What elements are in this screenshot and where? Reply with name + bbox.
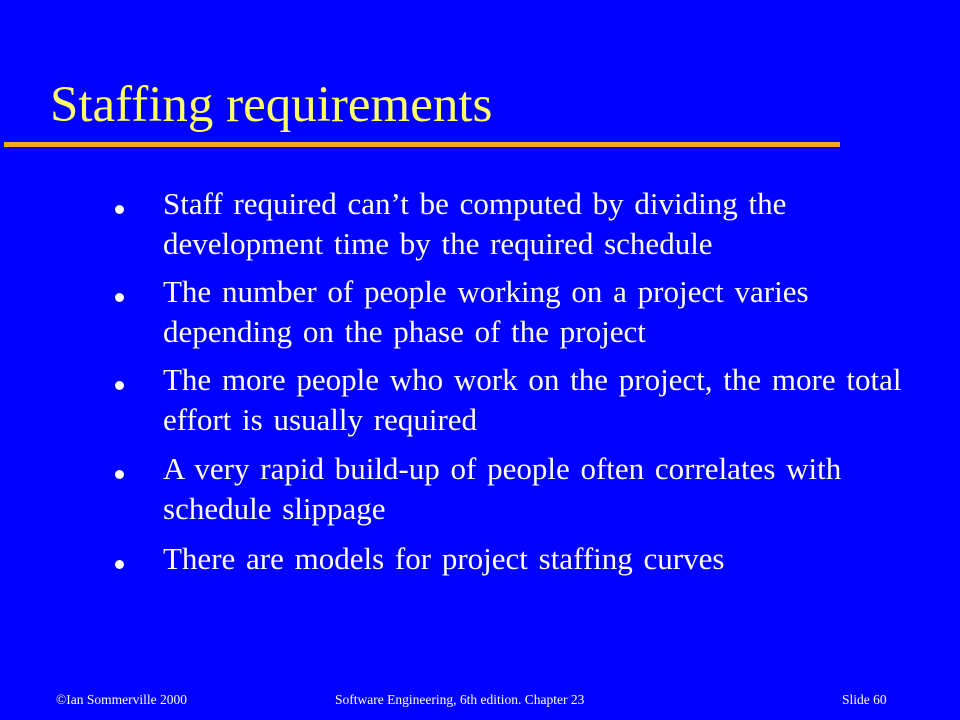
bullet-text: Staff required can’t be computed by dividing the development time by the required schedule: [163, 186, 787, 261]
bullet-text: There are models for project staffing curves: [163, 541, 725, 576]
bullet-dot-icon: [115, 293, 124, 302]
bullet-dot-icon: [115, 381, 124, 390]
title-underline: [4, 142, 840, 147]
bullet-dot-icon: [115, 205, 124, 214]
footer-slide-number: Slide 60: [842, 692, 887, 707]
bullet-dot-icon: [115, 560, 124, 569]
footer-copyright: ©Ian Sommerville 2000: [56, 692, 187, 707]
footer-book-title: Software Engineering, 6th edition. Chapter 23: [335, 692, 585, 707]
slide-title: Staffing requirements: [50, 77, 493, 133]
bullet-text: The more people who work on the project, the more total effort is usually required: [163, 362, 902, 437]
bullet-dot-icon: [115, 470, 124, 479]
bullet-text: A very rapid build-up of people often correlates with schedule slippage: [163, 451, 842, 526]
bullet-text: The number of people working on a project varies depending on the phase of the project: [163, 274, 809, 349]
